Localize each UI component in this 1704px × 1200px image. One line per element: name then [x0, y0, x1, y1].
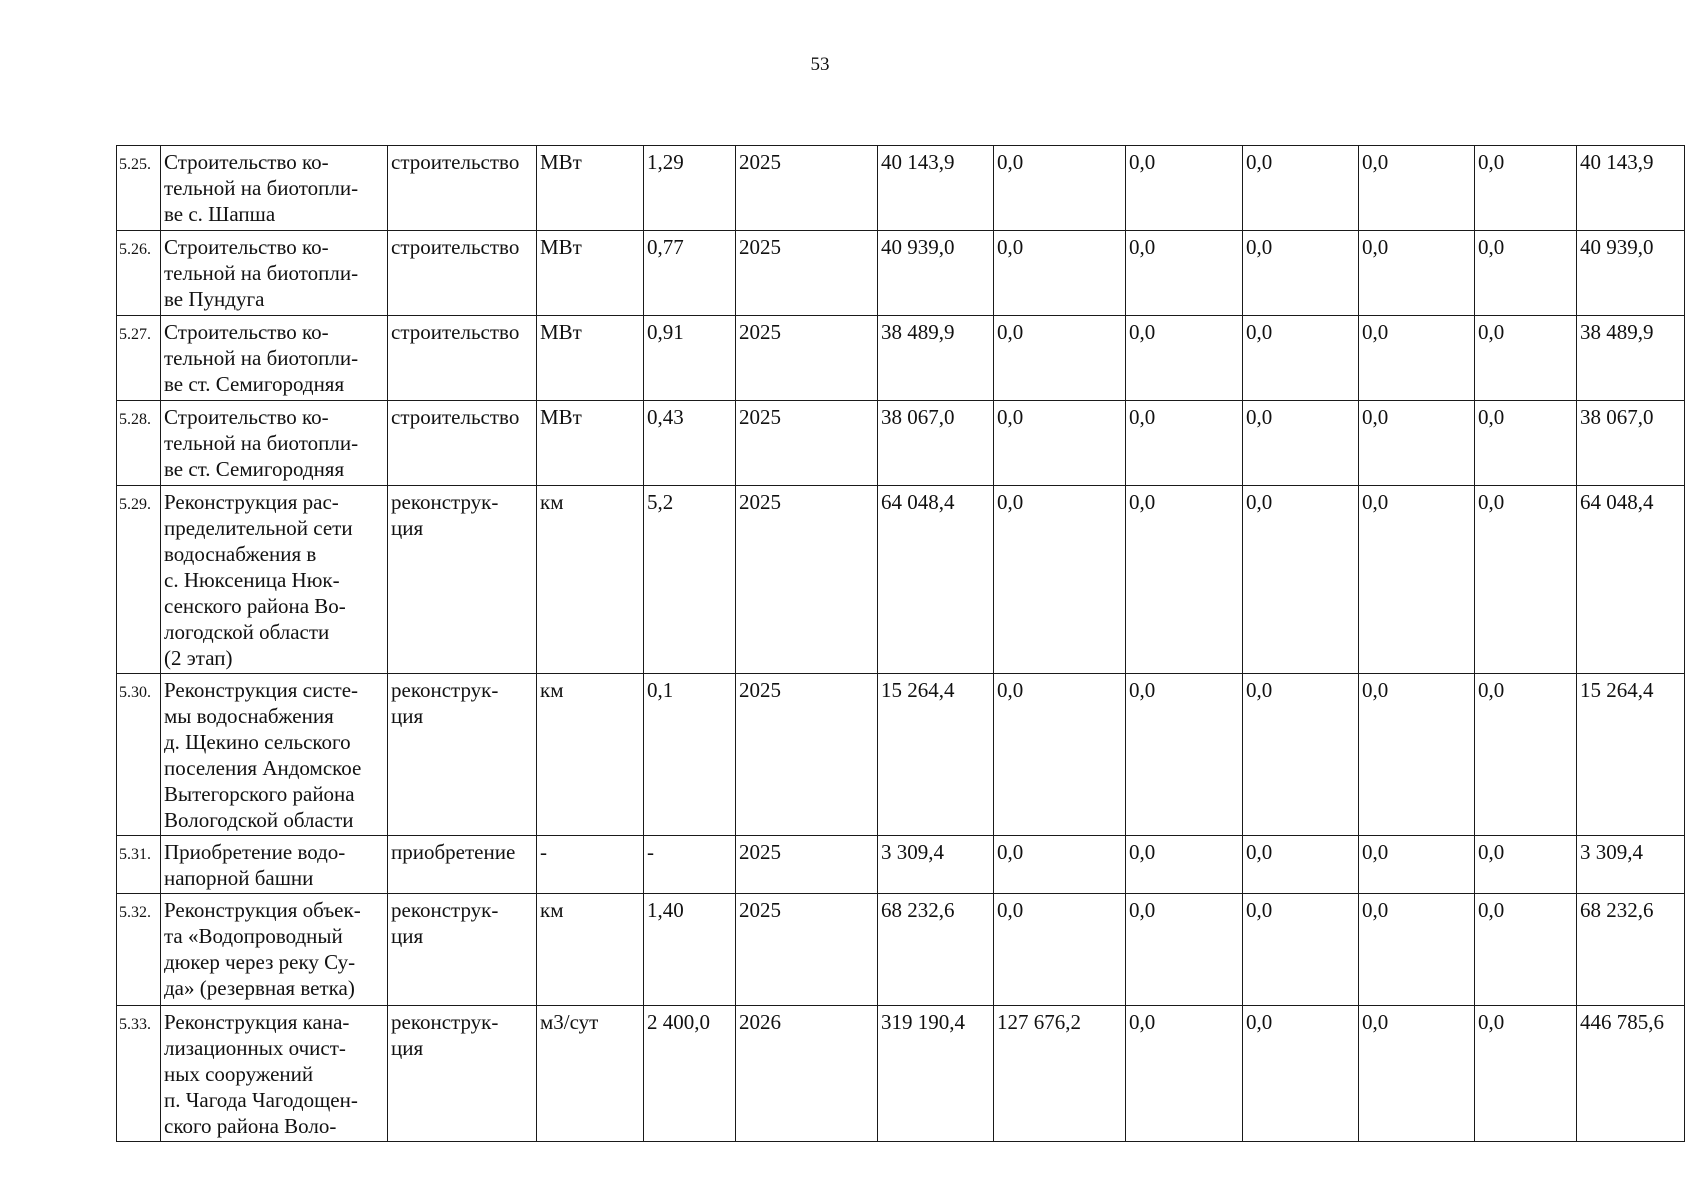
- value-4: 0,0: [1243, 674, 1359, 836]
- work-type: строительство: [388, 316, 537, 401]
- table-row: [117, 231, 1685, 316]
- year: 2025: [736, 836, 878, 894]
- value-2: 0,0: [994, 836, 1126, 894]
- value-1: 38 489,9: [878, 316, 994, 401]
- value-2: 0,0: [994, 894, 1126, 1006]
- page-number: 53: [810, 54, 830, 75]
- capacity: 1,29: [644, 146, 736, 231]
- unit: -: [537, 836, 644, 894]
- capacity: 0,77: [644, 231, 736, 316]
- total-value: 68 232,6: [1577, 894, 1685, 1006]
- value-1: 40 939,0: [878, 231, 994, 316]
- table-row: [117, 146, 1685, 231]
- work-type: реконструк- ция: [388, 674, 537, 836]
- total-value: 64 048,4: [1577, 486, 1685, 674]
- value-4: 0,0: [1243, 146, 1359, 231]
- value-6: 0,0: [1475, 146, 1577, 231]
- total-value: 446 785,6: [1577, 1006, 1685, 1142]
- value-4: 0,0: [1243, 1006, 1359, 1142]
- value-1: 319 190,4: [878, 1006, 994, 1142]
- value-1: 64 048,4: [878, 486, 994, 674]
- value-6: 0,0: [1475, 231, 1577, 316]
- value-5: 0,0: [1359, 1006, 1475, 1142]
- total-value: 3 309,4: [1577, 836, 1685, 894]
- value-6: 0,0: [1475, 894, 1577, 1006]
- total-value: 40 939,0: [1577, 231, 1685, 316]
- work-type: реконструк- ция: [388, 486, 537, 674]
- object-name: Строительство ко- тельной на биотопли- ве ст. Семигородняя: [161, 316, 388, 401]
- work-type: приобретение: [388, 836, 537, 894]
- capacity: 0,1: [644, 674, 736, 836]
- table-row: [117, 894, 1685, 1006]
- value-3: 0,0: [1126, 486, 1243, 674]
- value-4: 0,0: [1243, 486, 1359, 674]
- value-1: 40 143,9: [878, 146, 994, 231]
- capacity: 5,2: [644, 486, 736, 674]
- capacity: 1,40: [644, 894, 736, 1006]
- value-6: 0,0: [1475, 1006, 1577, 1142]
- value-3: 0,0: [1126, 316, 1243, 401]
- value-1: 68 232,6: [878, 894, 994, 1006]
- capacity: 0,43: [644, 401, 736, 486]
- value-2: 0,0: [994, 486, 1126, 674]
- unit: км: [537, 894, 644, 1006]
- value-4: 0,0: [1243, 836, 1359, 894]
- value-1: 3 309,4: [878, 836, 994, 894]
- object-name: Строительство ко- тельной на биотопли- ве Пундуга: [161, 231, 388, 316]
- value-4: 0,0: [1243, 401, 1359, 486]
- object-name: Реконструкция кана- лизационных очист- ных сооружений п. Чагода Чагодощен- ского района Воло-: [161, 1006, 388, 1142]
- row-number: 5.25.: [117, 146, 161, 231]
- year: 2025: [736, 231, 878, 316]
- row-number: 5.26.: [117, 231, 161, 316]
- object-name: Приобретение водо- напорной башни: [161, 836, 388, 894]
- value-6: 0,0: [1475, 316, 1577, 401]
- object-name: Строительство ко- тельной на биотопли- ве с. Шапша: [161, 146, 388, 231]
- table-row: [117, 401, 1685, 486]
- year: 2025: [736, 486, 878, 674]
- value-3: 0,0: [1126, 231, 1243, 316]
- row-number: 5.29.: [117, 486, 161, 674]
- year: 2025: [736, 894, 878, 1006]
- work-type: реконструк- ция: [388, 894, 537, 1006]
- value-6: 0,0: [1475, 486, 1577, 674]
- table-row: [117, 316, 1685, 401]
- unit: км: [537, 674, 644, 836]
- value-5: 0,0: [1359, 894, 1475, 1006]
- row-number: 5.30.: [117, 674, 161, 836]
- unit: МВт: [537, 231, 644, 316]
- capacity: 2 400,0: [644, 1006, 736, 1142]
- investment-table: [116, 145, 1685, 1142]
- value-5: 0,0: [1359, 486, 1475, 674]
- value-3: 0,0: [1126, 894, 1243, 1006]
- unit: МВт: [537, 146, 644, 231]
- value-6: 0,0: [1475, 836, 1577, 894]
- object-name: Реконструкция систе- мы водоснабжения д. Щекино сельского поселения Андомское Вытегорского района Вологодской области: [161, 674, 388, 836]
- unit: км: [537, 486, 644, 674]
- value-5: 0,0: [1359, 674, 1475, 836]
- value-4: 0,0: [1243, 231, 1359, 316]
- value-6: 0,0: [1475, 401, 1577, 486]
- year: 2025: [736, 674, 878, 836]
- year: 2025: [736, 146, 878, 231]
- table-row: [117, 836, 1685, 894]
- object-name: Реконструкция объек- та «Водопроводный дюкер через реку Су- да» (резервная ветка): [161, 894, 388, 1006]
- value-5: 0,0: [1359, 146, 1475, 231]
- table-row: [117, 486, 1685, 674]
- value-4: 0,0: [1243, 894, 1359, 1006]
- year: 2026: [736, 1006, 878, 1142]
- capacity: 0,91: [644, 316, 736, 401]
- value-6: 0,0: [1475, 674, 1577, 836]
- year: 2025: [736, 401, 878, 486]
- work-type: строительство: [388, 401, 537, 486]
- value-5: 0,0: [1359, 401, 1475, 486]
- row-number: 5.31.: [117, 836, 161, 894]
- row-number: 5.27.: [117, 316, 161, 401]
- unit: м3/сут: [537, 1006, 644, 1142]
- work-type: реконструк- ция: [388, 1006, 537, 1142]
- value-2: 0,0: [994, 146, 1126, 231]
- table-row: [117, 674, 1685, 836]
- value-5: 0,0: [1359, 836, 1475, 894]
- value-2: 0,0: [994, 231, 1126, 316]
- value-3: 0,0: [1126, 674, 1243, 836]
- value-1: 38 067,0: [878, 401, 994, 486]
- value-2: 0,0: [994, 674, 1126, 836]
- work-type: строительство: [388, 146, 537, 231]
- capacity: -: [644, 836, 736, 894]
- value-2: 0,0: [994, 316, 1126, 401]
- object-name: Реконструкция рас- пределительной сети водоснабжения в с. Нюксеница Нюк- сенского района Во- логодской области (2 этап): [161, 486, 388, 674]
- unit: МВт: [537, 401, 644, 486]
- value-3: 0,0: [1126, 1006, 1243, 1142]
- total-value: 38 489,9: [1577, 316, 1685, 401]
- total-value: 15 264,4: [1577, 674, 1685, 836]
- value-5: 0,0: [1359, 231, 1475, 316]
- value-4: 0,0: [1243, 316, 1359, 401]
- value-2: 0,0: [994, 401, 1126, 486]
- value-5: 0,0: [1359, 316, 1475, 401]
- value-3: 0,0: [1126, 401, 1243, 486]
- value-3: 0,0: [1126, 146, 1243, 231]
- table-body: [117, 146, 1685, 1142]
- value-3: 0,0: [1126, 836, 1243, 894]
- table-row: [117, 1006, 1685, 1142]
- unit: МВт: [537, 316, 644, 401]
- work-type: строительство: [388, 231, 537, 316]
- row-number: 5.33.: [117, 1006, 161, 1142]
- total-value: 40 143,9: [1577, 146, 1685, 231]
- year: 2025: [736, 316, 878, 401]
- total-value: 38 067,0: [1577, 401, 1685, 486]
- object-name: Строительство ко- тельной на биотопли- ве ст. Семигородняя: [161, 401, 388, 486]
- row-number: 5.32.: [117, 894, 161, 1006]
- row-number: 5.28.: [117, 401, 161, 486]
- value-1: 15 264,4: [878, 674, 994, 836]
- value-2: 127 676,2: [994, 1006, 1126, 1142]
